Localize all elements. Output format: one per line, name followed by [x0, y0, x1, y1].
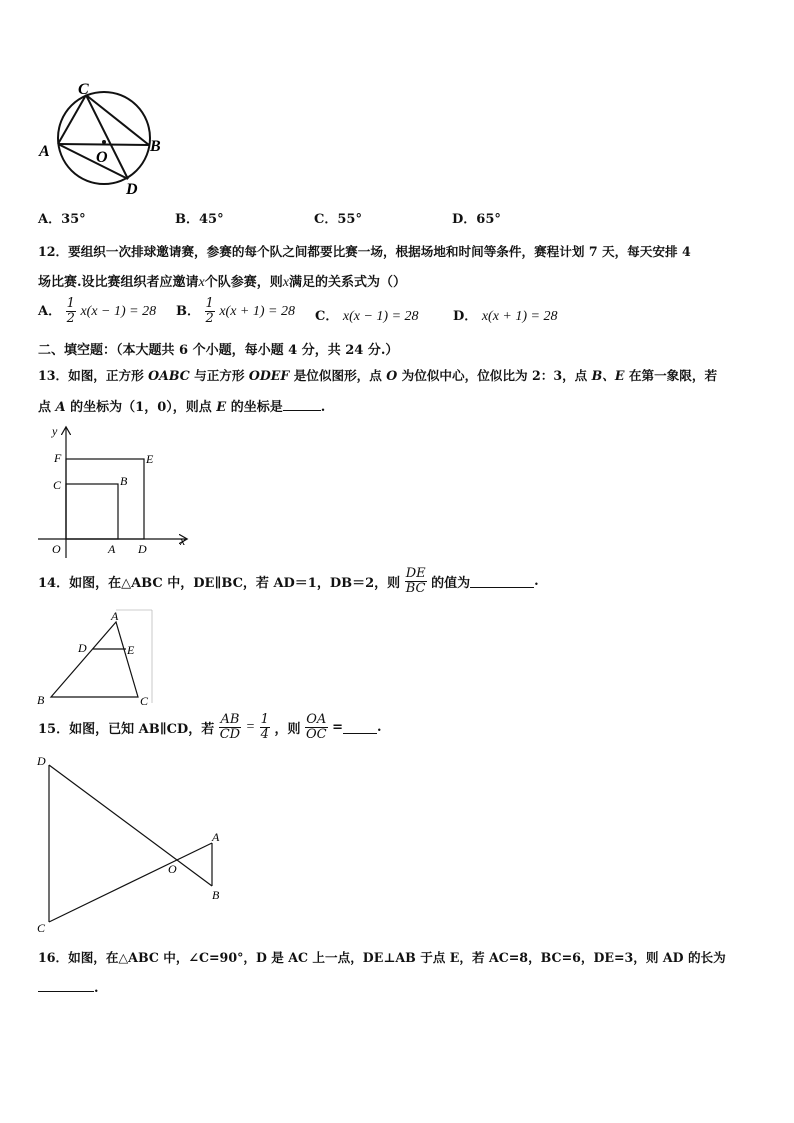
q14-label-c: C [140, 694, 149, 708]
q13-answer-blank[interactable] [283, 398, 321, 411]
q11-chord-cd [86, 95, 128, 179]
q14-label-a: A [111, 609, 119, 623]
section2-heading: 二、填空题：（本大题共 6 个小题，每小题 4 分，共 24 分.） [38, 343, 399, 358]
q15-question: 15．如图，已知 AB∥CD，若 $\frac{AB}{CD}$ = $\frac{1}{4}$ ，则 $\frac{OA}{OC}$ = . [38, 712, 382, 742]
q13-label-d: D [138, 542, 147, 556]
q13-label-y: y [52, 424, 58, 438]
q11-label-o: O [96, 149, 108, 166]
q13-label-e: E [146, 452, 154, 466]
q11-option-d: D．65° [452, 212, 501, 227]
q11-chord-ad [58, 144, 128, 179]
q14-label-d: D [78, 641, 87, 655]
q12-question-line2: 场比赛.设比赛组织者应邀请x个队参赛，则x满足的关系式为（） [38, 275, 406, 290]
q14-answer-blank[interactable] [470, 575, 534, 588]
q14-label-b: B [37, 693, 45, 707]
q11-option-c: C．55° [314, 212, 362, 227]
q13-label-c: C [53, 478, 62, 492]
q11-circle-figure [30, 78, 170, 200]
q11-label-c: C [78, 81, 89, 98]
q16-answer-blank[interactable] [38, 979, 94, 992]
q15-segment-ca [49, 843, 212, 922]
q11-chord-ab [58, 144, 149, 145]
q15-figure [34, 752, 234, 936]
q12-question-line1: 12．要组织一次排球邀请赛，参赛的每个队之间都要比赛一场，根据场地和时间等条件，赛程计划 7 天，每天安排 4 [38, 244, 691, 259]
q14-triangle-figure [34, 608, 158, 708]
q15-label-c: C [37, 921, 46, 935]
q15-answer-blank[interactable] [343, 721, 377, 734]
q14-triangle-abc [51, 622, 138, 697]
q11-circle [58, 92, 150, 184]
q11-option-a: A．35° [38, 212, 86, 227]
q15-segment-db [49, 765, 212, 886]
q11-label-a: A [39, 143, 50, 160]
q11-option-b: B．45° [175, 212, 224, 227]
q14-question: 14．如图，在△ABC 中，DE∥BC，若 AD＝1，DB＝2，则 $\frac{DE}{BC}$ 的值为 . [38, 566, 539, 596]
q16-question-line1: 16．如图，在△ABC 中，∠C=90°，D 是 AC 上一点，DE⊥AB 于点 E，若 AC=8，BC=6，DE=3，则 AD 的长为 [38, 950, 726, 965]
q15-label-d: D [37, 754, 46, 768]
q12-option-c: C． x(x − 1) = 28 [315, 309, 419, 324]
q13-coordinate-figure [36, 422, 196, 560]
q16-question-line2: . [38, 979, 99, 996]
q13-square-oabc [66, 484, 118, 539]
q15-label-o: O [168, 862, 177, 876]
q11-center-dot [102, 140, 106, 144]
q13-question-line2: 点 A 的坐标为（1，0），则点 E 的坐标是 . [38, 400, 326, 415]
q13-square-odef [66, 459, 144, 539]
q13-question-line1: 13．如图，正方形 OABC 与正方形 ODEF 是位似图形，点 O 为位似中心，位似比为 2：3，点 B、E 在第一象限，若 [38, 368, 718, 383]
q13-label-a: A [108, 542, 116, 556]
q11-label-b: B [150, 138, 161, 155]
q13-label-x: x [180, 534, 186, 548]
q13-label-o: O [52, 542, 61, 556]
q11-chord-cb [86, 95, 149, 145]
q11-label-d: D [126, 181, 138, 198]
q12-option-b: B． $\frac{1}{2}$ x(x + 1) = 28 [176, 296, 295, 326]
q12-option-d: D． x(x + 1) = 28 [453, 309, 558, 324]
q15-label-b: B [212, 888, 220, 902]
q13-label-b: B [120, 474, 128, 488]
q13-label-f: F [54, 451, 62, 465]
q15-label-a: A [212, 830, 220, 844]
q14-label-e: E [127, 643, 135, 657]
q12-option-a: A． $\frac{1}{2}$ x(x − 1) = 28 [38, 296, 157, 326]
